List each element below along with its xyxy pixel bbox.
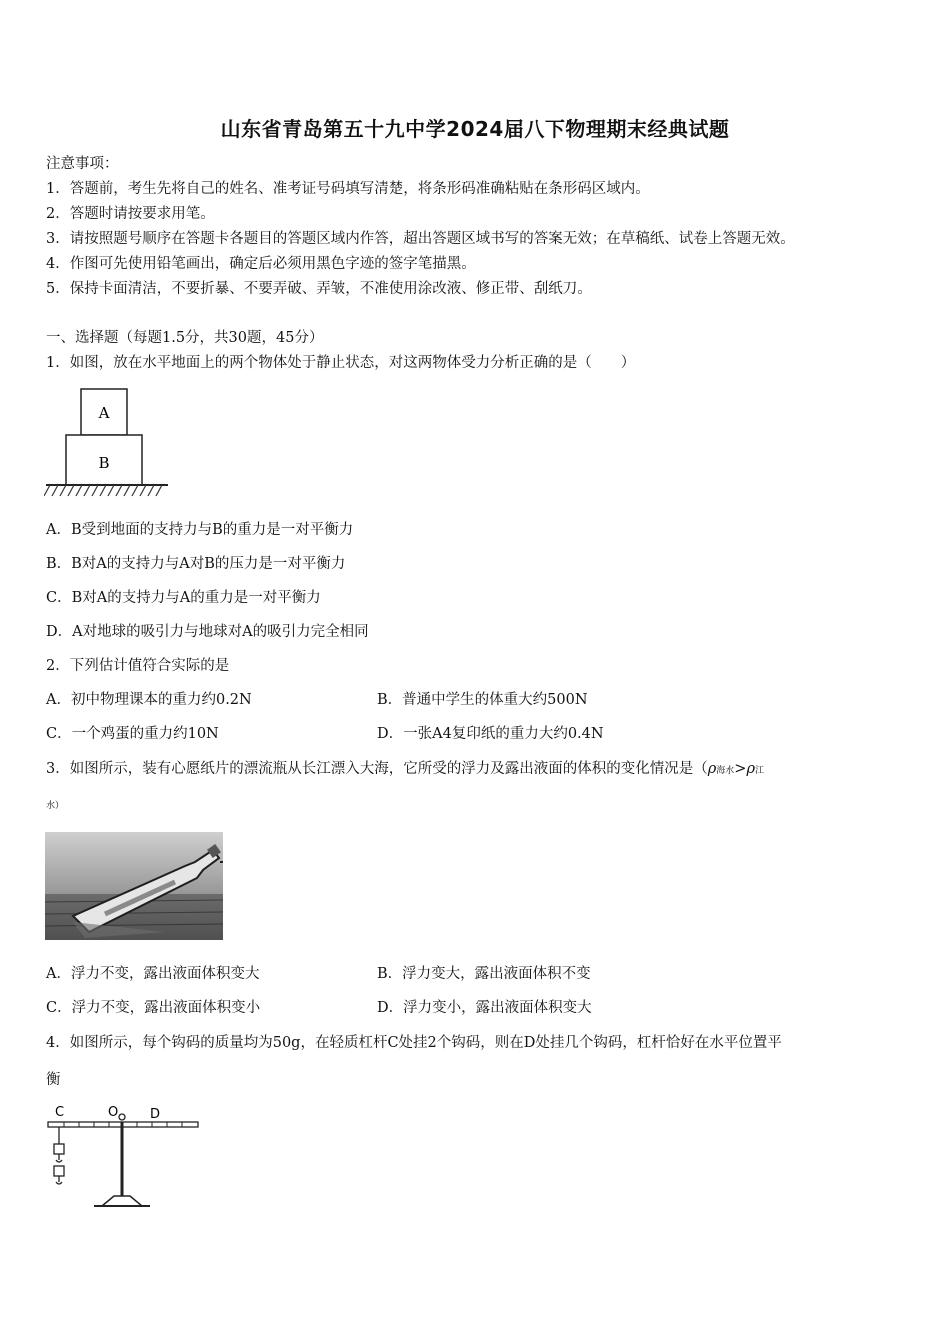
q1-option-b: B．B对A的支持力与A对B的压力是一对平衡力 xyxy=(46,556,346,572)
notice-item: 2．答题时请按要求用笔。 xyxy=(46,206,215,222)
notice-item: 3．请按照题号顺序在答题卡各题目的答题区域内作答，超出答题区域书写的答案无效；在草稿纸、试卷上答题无效。 xyxy=(46,231,795,247)
q3-option-a: A．浮力不变，露出液面体积变大 xyxy=(46,966,260,982)
notice-item: 4．作图可先使用铅笔画出，确定后必须用黑色字迹的签字笔描黑。 xyxy=(46,256,476,272)
drift-bottle-photo xyxy=(45,832,223,940)
section-heading: 一、选择题（每题1.5分，共30题，45分） xyxy=(46,330,324,346)
greater-than: > xyxy=(734,761,747,777)
q1-option-c: C．B对A的支持力与A的重力是一对平衡力 xyxy=(46,590,321,606)
q4-stem-continued: 衡 xyxy=(46,1072,61,1088)
rho-river-subscript-cont: 水） xyxy=(46,801,65,811)
notice-item: 1．答题前，考生先将自己的姓名、准考证号码填写清楚，将条形码准确粘贴在条形码区域内。 xyxy=(46,181,650,197)
block-a-label: A xyxy=(98,404,110,422)
q2-option-b: B．普通中学生的体重大约500N xyxy=(377,692,588,708)
lever-figure xyxy=(44,1102,204,1214)
q3-option-b: B．浮力变大，露出液面体积不变 xyxy=(377,966,591,982)
q3-stem xyxy=(46,757,764,778)
rho-symbol: ρ xyxy=(707,761,717,777)
q1-stem: 1．如图，放在水平地面上的两个物体处于静止状态，对这两物体受力分析正确的是（ ） xyxy=(46,355,636,371)
q1-option-d: D．A对地球的吸引力与地球对A的吸引力完全相同 xyxy=(46,624,369,640)
lever-label-c: C xyxy=(55,1105,65,1120)
q3-stem-continued xyxy=(46,796,64,812)
block-b-label: B xyxy=(98,454,110,472)
lever-label-d: D xyxy=(150,1107,161,1122)
q3-option-c: C．浮力不变，露出液面体积变小 xyxy=(46,1000,261,1016)
q2-option-a: A．初中物理课本的重力约0.2N xyxy=(46,692,252,708)
q4-stem: 4．如图所示，每个钩码的质量均为50g，在轻质杠杆C处挂2个钩码，则在D处挂几个钩码，杠杆恰好在水平位置平 xyxy=(46,1035,782,1051)
notice-heading: 注意事项： xyxy=(46,156,119,172)
rho-symbol: ρ xyxy=(746,761,755,777)
hooked-weights xyxy=(54,1127,64,1184)
q2-option-c: C．一个鸡蛋的重力约10N xyxy=(46,726,219,742)
lever-label-o: O xyxy=(108,1105,119,1120)
q2-option-d: D．一张A4复印纸的重力大约0.4N xyxy=(377,726,604,742)
rho-river-subscript: 江 xyxy=(754,766,764,776)
q1-blocks-figure xyxy=(44,388,170,500)
q3-option-d: D．浮力变小，露出液面体积变大 xyxy=(377,1000,592,1016)
q2-stem: 2．下列估计值符合实际的是 xyxy=(46,658,230,674)
rho-sea-subscript: 海水 xyxy=(716,766,735,776)
notice-item: 5．保持卡面清洁，不要折暴、不要弄破、弄皱，不准使用涂改液、修正带、刮纸刀。 xyxy=(46,281,592,297)
q1-option-a: A．B受到地面的支持力与B的重力是一对平衡力 xyxy=(46,522,354,538)
q3-stem-text: 3．如图所示，装有心愿纸片的漂流瓶从长江漂入大海，它所受的浮力及露出液面的体积的变化情况是（ xyxy=(46,761,708,777)
ground-hatching xyxy=(44,485,162,496)
page-title: 山东省青岛第五十九中学2024届八下物理期末经典试题 xyxy=(220,117,730,141)
